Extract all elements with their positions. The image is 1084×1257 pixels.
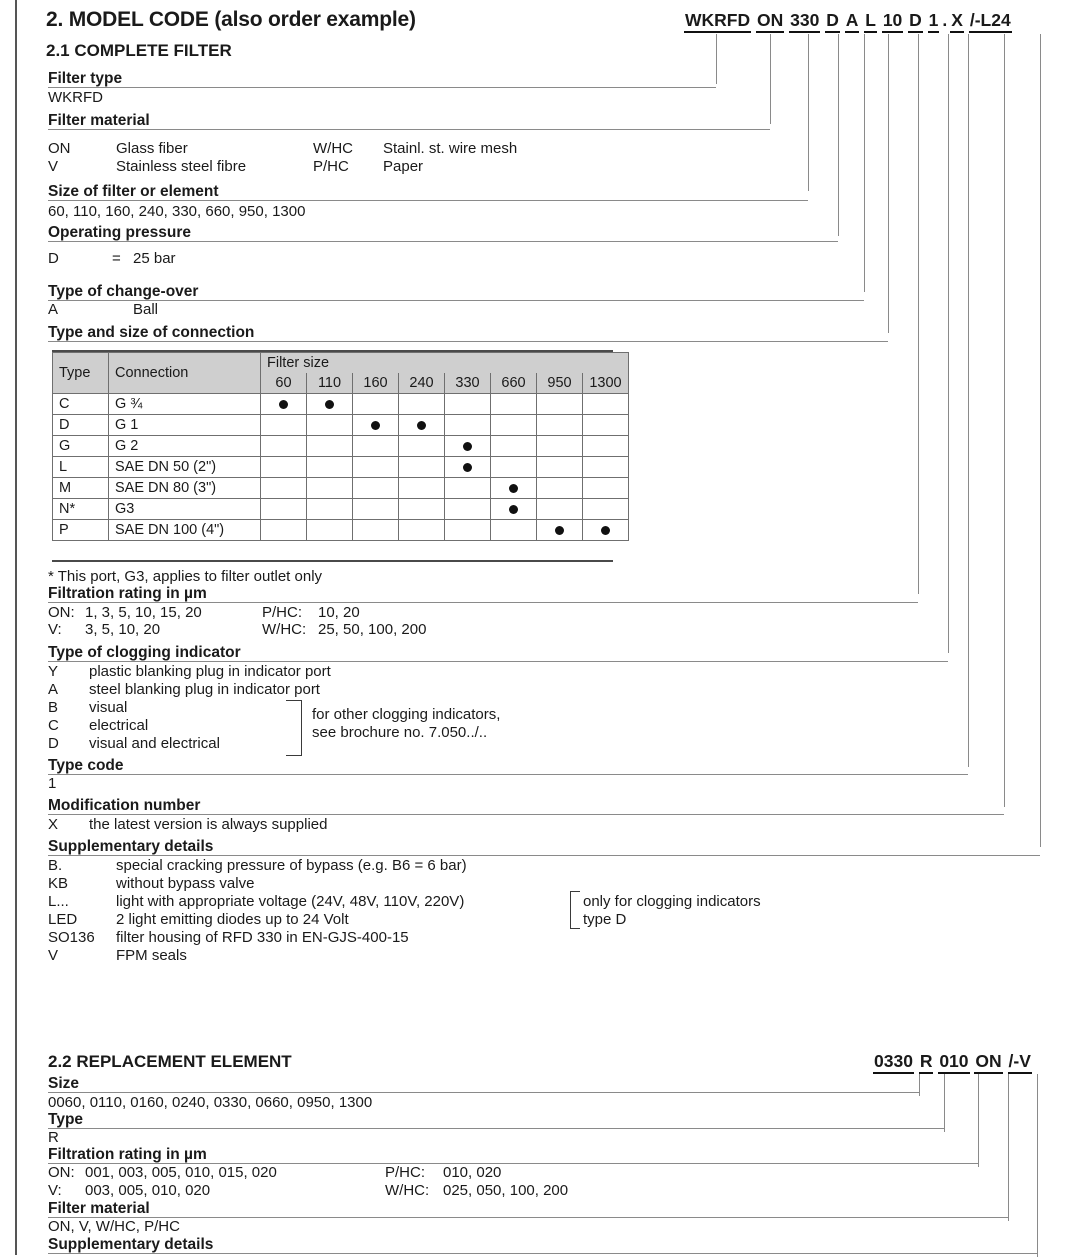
rule-22-material xyxy=(48,1217,1008,1218)
model-code-22-segment-4: /-V xyxy=(1008,1051,1032,1074)
availability-dot-cell xyxy=(261,394,307,415)
bullet-dot-icon xyxy=(325,400,334,409)
leader-line-22-size xyxy=(919,1074,920,1096)
section-label-22-size: Size xyxy=(48,1075,80,1092)
rule-filter-material xyxy=(48,129,770,130)
availability-empty-cell xyxy=(353,457,399,478)
clogging-desc-0: plastic blanking plug in indicator port xyxy=(89,663,331,680)
section-label-modification-number: Modification number xyxy=(48,797,201,814)
section-label-change-over: Type of change-over xyxy=(48,283,199,300)
model-code-segment-2: 330 xyxy=(789,10,820,33)
clogging-note-line1: for other clogging indicators, xyxy=(312,706,501,723)
clogging-desc-2: visual xyxy=(89,699,128,716)
availability-empty-cell xyxy=(307,457,353,478)
availability-empty-cell xyxy=(261,436,307,457)
availability-dot-cell xyxy=(491,478,537,499)
availability-empty-cell xyxy=(491,415,537,436)
table-bottom-border xyxy=(52,560,613,562)
connection-row-connection: SAE DN 50 (2") xyxy=(109,457,261,478)
col-header-connection: Connection xyxy=(109,353,261,394)
filtration-v-values: 3, 5, 10, 20 xyxy=(85,621,161,638)
clogging-code-4: D xyxy=(48,735,59,752)
connection-row-connection: SAE DN 80 (3") xyxy=(109,478,261,499)
rule-operating-pressure xyxy=(48,241,838,242)
leader-line-supplementary xyxy=(1040,34,1041,847)
table-row xyxy=(53,436,629,457)
section-clogging-indicator xyxy=(48,644,241,662)
filtration-22-phc-values: 010, 020 xyxy=(443,1164,502,1181)
bullet-dot-icon xyxy=(463,463,472,472)
supplementary-code-0: B. xyxy=(48,857,63,874)
clogging-code-0: Y xyxy=(48,663,59,680)
availability-empty-cell xyxy=(537,457,583,478)
availability-empty-cell xyxy=(353,436,399,457)
filter-material-name-1: Stainless steel fibre xyxy=(116,158,247,175)
col-header-size-950: 950 xyxy=(537,373,583,394)
availability-empty-cell xyxy=(399,478,445,499)
section-label-size: Size of filter or element xyxy=(48,183,219,200)
connection-row-connection: G 2 xyxy=(109,436,261,457)
bullet-dot-icon xyxy=(555,526,564,535)
bullet-dot-icon xyxy=(279,400,288,409)
clogging-desc-4: visual and electrical xyxy=(89,735,220,752)
availability-empty-cell xyxy=(583,478,629,499)
availability-empty-cell xyxy=(445,520,491,541)
bullet-dot-icon xyxy=(601,526,610,535)
section-modification-number xyxy=(48,797,200,815)
availability-empty-cell xyxy=(399,499,445,520)
table-row xyxy=(53,520,629,541)
clogging-note-bracket xyxy=(286,700,302,756)
filtration-22-on-label: ON: xyxy=(48,1164,75,1181)
supplementary-code-1: KB xyxy=(48,875,69,892)
filter-material-code2-1: P/HC xyxy=(313,158,349,175)
leader-line-operating-pressure xyxy=(838,34,839,236)
clogging-desc-3: electrical xyxy=(89,717,149,734)
section-label-22-material: Filter material xyxy=(48,1200,150,1217)
availability-empty-cell xyxy=(537,478,583,499)
model-code-22-segment-0: 0330 xyxy=(873,1051,914,1074)
col-header-size-1300: 1300 xyxy=(583,373,629,394)
availability-empty-cell xyxy=(583,499,629,520)
connection-row-type: G xyxy=(53,436,109,457)
section-label-22-supplementary: Supplementary details xyxy=(48,1236,214,1253)
model-code-segment-8: 1 xyxy=(928,10,940,33)
connection-row-type: N* xyxy=(53,499,109,520)
leader-line-22-filtration xyxy=(978,1074,979,1167)
table-row xyxy=(53,499,629,520)
section-label-filter-material: Filter material xyxy=(48,112,150,129)
model-code-separator-dot: . xyxy=(942,10,948,30)
clogging-code-2: B xyxy=(48,699,59,716)
supplementary-desc-0: special cracking pressure of bypass (e.g. B6 = 6 bar) xyxy=(116,857,467,874)
model-code-segment-6: 10 xyxy=(882,10,903,33)
filter-type-value: WKRFD xyxy=(48,89,103,106)
change-over-code: A xyxy=(48,301,59,318)
section-label-type-code: Type code xyxy=(48,757,124,774)
section-21-title: 2.1 COMPLETE FILTER xyxy=(46,41,232,60)
rule-22-type xyxy=(48,1128,944,1129)
filtration-22-whc-values: 025, 050, 100, 200 xyxy=(443,1182,569,1199)
availability-empty-cell xyxy=(307,520,353,541)
filter-material-code-0: ON xyxy=(48,140,71,157)
supplementary-note-line1: only for clogging indicators xyxy=(583,893,761,910)
col-header-size-110: 110 xyxy=(307,373,353,394)
leader-line-22-type xyxy=(944,1074,945,1132)
section-filtration-rating xyxy=(48,585,207,603)
availability-empty-cell xyxy=(583,415,629,436)
model-code-segment-1: ON xyxy=(756,10,784,33)
section-label-supplementary: Supplementary details xyxy=(48,838,214,855)
model-code-segment-0: WKRFD xyxy=(684,10,751,33)
connection-row-connection: SAE DN 100 (4") xyxy=(109,520,261,541)
supplementary-code-4: SO136 xyxy=(48,929,95,946)
col-header-type: Type xyxy=(53,353,109,394)
model-code-22-segment-3: ON xyxy=(974,1051,1002,1074)
availability-empty-cell xyxy=(537,394,583,415)
bullet-dot-icon xyxy=(371,421,380,430)
rule-clogging-indicator xyxy=(48,661,948,662)
rule-supplementary xyxy=(48,855,1040,856)
model-code-string-22 xyxy=(873,1051,1032,1074)
rule-connection xyxy=(48,341,888,342)
col-header-size-330: 330 xyxy=(445,373,491,394)
supplementary-note-line2: type D xyxy=(583,911,627,928)
table-row xyxy=(53,394,629,415)
connection-footnote: * This port, G3, applies to filter outlet only xyxy=(48,568,323,585)
model-code-segment-10: /-L24 xyxy=(969,10,1012,33)
section-label-filtration-rating: Filtration rating in µm xyxy=(48,585,207,602)
filtration-phc-label: P/HC: xyxy=(262,604,303,621)
model-code-segment-3: D xyxy=(825,10,840,33)
availability-empty-cell xyxy=(583,436,629,457)
filter-material-name2-0: Stainl. st. wire mesh xyxy=(383,140,518,157)
connection-table-header-row-1 xyxy=(53,353,629,374)
section-supplementary xyxy=(48,838,213,856)
availability-empty-cell xyxy=(491,394,537,415)
rule-change-over xyxy=(48,300,864,301)
connection-row-connection: G 1 xyxy=(109,415,261,436)
type-code-value: 1 xyxy=(48,775,57,792)
supplementary-code-2: L... xyxy=(48,893,69,910)
availability-empty-cell xyxy=(261,499,307,520)
modification-code: X xyxy=(48,816,59,833)
model-code-segment-7: D xyxy=(908,10,923,33)
bullet-dot-icon xyxy=(463,442,472,451)
section-22-type xyxy=(48,1111,83,1129)
connection-table-head xyxy=(53,353,629,394)
connection-table xyxy=(52,352,629,541)
availability-empty-cell xyxy=(445,394,491,415)
leader-line-22-supplementary xyxy=(1037,1074,1038,1257)
section-label-filter-type: Filter type xyxy=(48,70,123,87)
modification-desc: the latest version is always supplied xyxy=(89,816,328,833)
section-22-filtration xyxy=(48,1146,207,1164)
filtration-on-values: 1, 3, 5, 10, 15, 20 xyxy=(85,604,202,621)
availability-empty-cell xyxy=(491,436,537,457)
supplementary-desc-4: filter housing of RFD 330 in EN-GJS-400-15 xyxy=(116,929,409,946)
clogging-code-1: A xyxy=(48,681,59,698)
availability-empty-cell xyxy=(537,499,583,520)
table-row xyxy=(53,457,629,478)
section-label-22-filtration: Filtration rating in µm xyxy=(48,1146,207,1163)
bullet-dot-icon xyxy=(509,484,518,493)
section-22-material xyxy=(48,1200,150,1218)
leader-line-filtration-rating xyxy=(918,34,919,594)
rule-filtration-rating xyxy=(48,602,918,603)
filtration-22-v-label: V: xyxy=(48,1182,62,1199)
section-change-over xyxy=(48,283,198,301)
clogging-desc-1: steel blanking plug in indicator port xyxy=(89,681,320,698)
availability-empty-cell xyxy=(353,394,399,415)
col-header-size-240: 240 xyxy=(399,373,445,394)
availability-dot-cell xyxy=(307,394,353,415)
connection-row-type: L xyxy=(53,457,109,478)
section-label-connection: Type and size of connection xyxy=(48,324,255,341)
section-label-operating-pressure: Operating pressure xyxy=(48,224,191,241)
supplementary-desc-1: without bypass valve xyxy=(116,875,255,892)
section-filter-material xyxy=(48,112,150,130)
page-left-border xyxy=(15,0,17,1255)
section-label-clogging-indicator: Type of clogging indicator xyxy=(48,644,241,661)
filtration-v-label: V: xyxy=(48,621,62,638)
availability-empty-cell xyxy=(261,457,307,478)
supplementary-desc-2: light with appropriate voltage (24V, 48V, 110V, 220V) xyxy=(116,893,465,910)
operating-pressure-code: D xyxy=(48,250,59,267)
leader-line-change-over xyxy=(864,34,865,292)
connection-row-connection: G ¾ xyxy=(109,394,261,415)
availability-empty-cell xyxy=(399,457,445,478)
model-code-22-segment-2: 010 xyxy=(938,1051,969,1074)
availability-empty-cell xyxy=(583,457,629,478)
availability-dot-cell xyxy=(399,415,445,436)
availability-empty-cell xyxy=(307,436,353,457)
availability-empty-cell xyxy=(491,520,537,541)
table-row xyxy=(53,478,629,499)
filtration-whc-values: 25, 50, 100, 200 xyxy=(318,621,427,638)
filter-material-name-0: Glass fiber xyxy=(116,140,188,157)
availability-empty-cell xyxy=(537,415,583,436)
availability-empty-cell xyxy=(399,436,445,457)
filter-material-code-1: V xyxy=(48,158,59,175)
table-row xyxy=(53,415,629,436)
section-size xyxy=(48,183,219,201)
section-filter-type xyxy=(48,70,122,88)
section-label-22-type: Type xyxy=(48,1111,84,1128)
availability-empty-cell xyxy=(399,394,445,415)
availability-empty-cell xyxy=(307,499,353,520)
model-code-22-segment-1: R xyxy=(919,1051,934,1074)
operating-pressure-value: 25 bar xyxy=(133,250,176,267)
material-22-value: ON, V, W/HC, P/HC xyxy=(48,1218,180,1235)
leader-line-connection xyxy=(888,34,889,333)
leader-line-modification-number xyxy=(1004,34,1005,807)
leader-line-type-code xyxy=(968,34,969,767)
connection-row-type: M xyxy=(53,478,109,499)
section-22-title: 2.2 REPLACEMENT ELEMENT xyxy=(48,1052,292,1071)
rule-filter-type xyxy=(48,87,716,88)
operating-pressure-equals: = xyxy=(112,250,121,267)
availability-empty-cell xyxy=(261,520,307,541)
availability-empty-cell xyxy=(261,415,307,436)
model-code-segment-5: L xyxy=(864,10,877,33)
type-22-value: R xyxy=(48,1129,59,1146)
availability-empty-cell xyxy=(307,415,353,436)
page-title: 2. MODEL CODE (also order example) xyxy=(46,8,416,31)
section-connection xyxy=(48,324,254,342)
availability-empty-cell xyxy=(583,394,629,415)
clogging-note-line2: see brochure no. 7.050../.. xyxy=(312,724,488,741)
col-header-size-660: 660 xyxy=(491,373,537,394)
connection-row-type: C xyxy=(53,394,109,415)
rule-size xyxy=(48,200,808,201)
availability-empty-cell xyxy=(399,520,445,541)
leader-line-filter-material xyxy=(770,34,771,124)
availability-dot-cell xyxy=(445,457,491,478)
col-header-filter-size: Filter size xyxy=(261,353,629,374)
leader-line-22-material xyxy=(1008,1074,1009,1221)
model-code-segment-9: X xyxy=(950,10,964,33)
model-code-segment-4: A xyxy=(845,10,860,33)
availability-dot-cell xyxy=(445,436,491,457)
availability-dot-cell xyxy=(583,520,629,541)
filtration-22-on-values: 001, 003, 005, 010, 015, 020 xyxy=(85,1164,277,1181)
connection-row-type: P xyxy=(53,520,109,541)
clogging-code-3: C xyxy=(48,717,59,734)
filtration-whc-label: W/HC: xyxy=(262,621,307,638)
rule-22-supplementary xyxy=(48,1253,1037,1254)
availability-empty-cell xyxy=(445,478,491,499)
availability-empty-cell xyxy=(353,478,399,499)
supplementary-code-3: LED xyxy=(48,911,78,928)
filter-material-code2-0: W/HC xyxy=(313,140,353,157)
filtration-phc-values: 10, 20 xyxy=(318,604,360,621)
availability-dot-cell xyxy=(353,415,399,436)
availability-empty-cell xyxy=(307,478,353,499)
rule-22-size xyxy=(48,1092,919,1093)
availability-empty-cell xyxy=(537,436,583,457)
availability-dot-cell xyxy=(491,499,537,520)
col-header-size-160: 160 xyxy=(353,373,399,394)
supplementary-desc-5: FPM seals xyxy=(116,947,187,964)
supplementary-desc-3: 2 light emitting diodes up to 24 Volt xyxy=(116,911,349,928)
connection-row-connection: G3 xyxy=(109,499,261,520)
bullet-dot-icon xyxy=(509,505,518,514)
change-over-value: Ball xyxy=(133,301,159,318)
rule-modification-number xyxy=(48,814,1004,815)
section-operating-pressure xyxy=(48,224,191,242)
size-22-values: 0060, 0110, 0160, 0240, 0330, 0660, 0950, 1300 xyxy=(48,1094,373,1111)
availability-empty-cell xyxy=(445,415,491,436)
model-code-string xyxy=(684,10,1012,33)
filtration-22-phc-label: P/HC: xyxy=(385,1164,426,1181)
filtration-on-label: ON: xyxy=(48,604,75,621)
filter-material-name2-1: Paper xyxy=(383,158,424,175)
col-header-size-60: 60 xyxy=(261,373,307,394)
availability-empty-cell xyxy=(491,457,537,478)
section-22-size xyxy=(48,1075,79,1093)
section-22-supplementary xyxy=(48,1236,213,1254)
filtration-22-whc-label: W/HC: xyxy=(385,1182,430,1199)
supplementary-note-bracket xyxy=(570,891,580,929)
rule-type-code xyxy=(48,774,968,775)
availability-empty-cell xyxy=(445,499,491,520)
section-type-code xyxy=(48,757,124,775)
bullet-dot-icon xyxy=(417,421,426,430)
connection-row-type: D xyxy=(53,415,109,436)
leader-line-size xyxy=(808,34,809,191)
availability-empty-cell xyxy=(353,520,399,541)
leader-line-clogging-indicator xyxy=(948,34,949,653)
leader-line-filter-type xyxy=(716,34,717,84)
filtration-22-v-values: 003, 005, 010, 020 xyxy=(85,1182,211,1199)
availability-empty-cell xyxy=(261,478,307,499)
connection-table-body xyxy=(53,394,629,541)
availability-dot-cell xyxy=(537,520,583,541)
availability-empty-cell xyxy=(353,499,399,520)
size-values: 60, 110, 160, 240, 330, 660, 950, 1300 xyxy=(48,203,306,220)
supplementary-code-5: V xyxy=(48,947,59,964)
